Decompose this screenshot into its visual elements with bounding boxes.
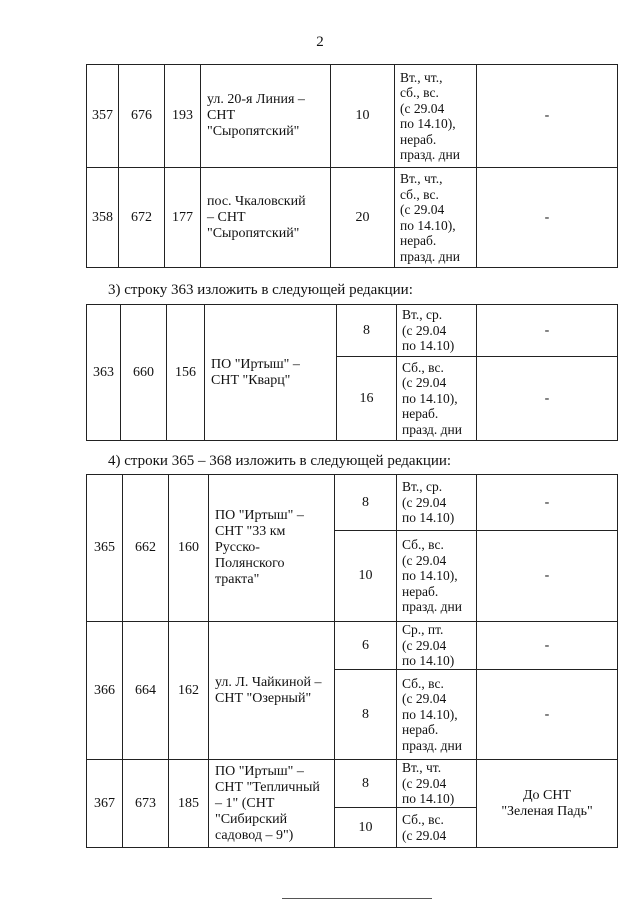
- operating-days: Вт., ср. (с 29.04 по 14.10): [397, 475, 477, 531]
- note: -: [477, 531, 618, 622]
- route-name: ул. 20-я Линия – СНТ "Сыропятский": [201, 65, 331, 168]
- table-row: [87, 305, 618, 357]
- trips-count: 10: [331, 65, 395, 168]
- table-row: [87, 760, 618, 808]
- route-code-secondary: 185: [169, 760, 209, 848]
- route-code-secondary: 156: [167, 305, 205, 441]
- route-code: 660: [121, 305, 167, 441]
- operating-days: Сб., вс. (с 29.04 по 14.10), нераб. празд. дни: [397, 531, 477, 622]
- trips-count: 6: [335, 622, 397, 670]
- note: -: [477, 622, 618, 670]
- footer-divider: [282, 898, 432, 899]
- note: -: [477, 305, 618, 357]
- route-name: ПО "Иртыш" – СНТ "Кварц": [205, 305, 337, 441]
- operating-days: Сб., вс. (с 29.04 по 14.10), нераб. празд. дни: [397, 357, 477, 441]
- operating-days: Вт., чт. (с 29.04 по 14.10): [397, 760, 477, 808]
- caption-row-363: 3) строку 363 изложить в следующей редакции:: [108, 282, 413, 298]
- route-name: пос. Чкаловский – СНТ "Сыропятский": [201, 168, 331, 268]
- row-number: 365: [87, 475, 123, 622]
- operating-days: Сб., вс. (с 29.04 по 14.10), нераб. празд. дни: [397, 670, 477, 760]
- route-code-secondary: 193: [165, 65, 201, 168]
- table-row: [87, 65, 618, 168]
- row-number: 358: [87, 168, 119, 268]
- trips-count: 8: [335, 670, 397, 760]
- trips-count: 8: [335, 475, 397, 531]
- table-row: [87, 168, 618, 268]
- route-code-secondary: 160: [169, 475, 209, 622]
- route-code: 662: [123, 475, 169, 622]
- trips-count: 8: [337, 305, 397, 357]
- note: -: [477, 168, 618, 268]
- note: -: [477, 670, 618, 760]
- row-number: 367: [87, 760, 123, 848]
- note: До СНТ "Зеленая Падь": [477, 760, 618, 848]
- route-name: ПО "Иртыш" – СНТ "Тепличный – 1" (СНТ "Сибирский садовод – 9"): [209, 760, 335, 848]
- trips-count: 10: [335, 531, 397, 622]
- route-code-secondary: 162: [169, 622, 209, 760]
- route-code: 676: [119, 65, 165, 168]
- note: -: [477, 357, 618, 441]
- route-code-secondary: 177: [165, 168, 201, 268]
- caption-rows-365-368: 4) строки 365 – 368 изложить в следующей редакции:: [108, 453, 452, 469]
- trips-count: 10: [335, 808, 397, 848]
- row-number: 363: [87, 305, 121, 441]
- table-row: [87, 475, 618, 531]
- row-number: 366: [87, 622, 123, 760]
- trips-count: 20: [331, 168, 395, 268]
- page-number: 2: [316, 34, 324, 50]
- note: -: [477, 65, 618, 168]
- operating-days: Вт., ср. (с 29.04 по 14.10): [397, 305, 477, 357]
- routes-table-363: [86, 304, 618, 441]
- route-code: 664: [123, 622, 169, 760]
- operating-days: Сб., вс. (с 29.04: [397, 808, 477, 848]
- operating-days: Ср., пт. (с 29.04 по 14.10): [397, 622, 477, 670]
- route-name: ул. Л. Чайкиной – СНТ "Озерный": [209, 622, 335, 760]
- operating-days: Вт., чт., сб., вс. (с 29.04 по 14.10), нераб. празд. дни: [395, 168, 477, 268]
- route-name: ПО "Иртыш" – СНТ "33 км Русско- Полянского тракта": [209, 475, 335, 622]
- row-number: 357: [87, 65, 119, 168]
- route-code: 673: [123, 760, 169, 848]
- note: -: [477, 475, 618, 531]
- route-code: 672: [119, 168, 165, 268]
- trips-count: 16: [337, 357, 397, 441]
- trips-count: 8: [335, 760, 397, 808]
- operating-days: Вт., чт., сб., вс. (с 29.04 по 14.10), нераб. празд. дни: [395, 65, 477, 168]
- table-row: [87, 622, 618, 670]
- routes-table-357-358: [86, 64, 618, 268]
- routes-table-365-368: [86, 474, 618, 848]
